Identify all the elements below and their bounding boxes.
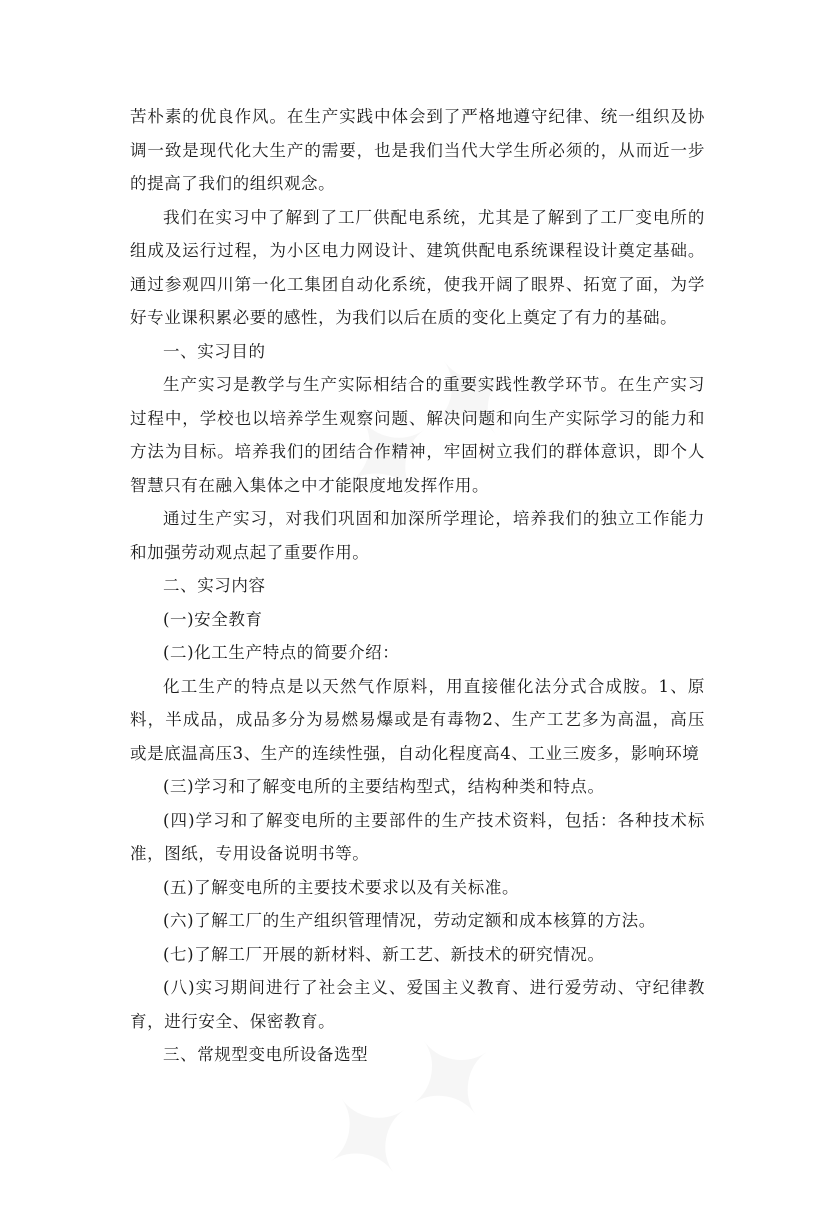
paragraph: (二)化工生产特点的简要介绍： bbox=[163, 643, 400, 662]
paragraph: (四)学习和了解变电所的主要部件的生产技术资料，包括：各种技术标准，图纸，专用设备说明书等。 bbox=[130, 810, 705, 863]
paragraph: 化工生产的特点是以天然气作原料，用直接催化法分式合成胺。1、原料，半成品，成品多分为易燃易爆或是有毒物2、生产工艺多为高温，高压或是底温高压3、生产的连续性强，自动化程度高4、工业三废多，影响环境 bbox=[130, 676, 705, 763]
paragraph: 苦朴素的优良作风。在生产实践中体会到了严格地遵守纪律、统一组织及协调一致是现代化大生产的需要，也是我们当代大学生所必须的，从而近一步的提高了我们的组织观念。 bbox=[130, 107, 705, 193]
paragraph: 二、实习内容 bbox=[163, 576, 266, 595]
paragraph: 我们在实习中了解到了工厂供配电系统，尤其是了解到了工厂变电所的组成及运行过程，为小区电力网设计、建筑供配电系统课程设计奠定基础。通过参观四川第一化工集团自动化系统，使我开阔了眼界、拓宽了面，为学好专业课积累必要的感性，为我们以后在质的变化上奠定了有力的基础。 bbox=[130, 207, 705, 327]
paragraph: (三)学习和了解变电所的主要结构型式，结构种类和特点。 bbox=[163, 777, 605, 796]
paragraph: (六)了解工厂的生产组织管理情况，劳动定额和成本核算的方法。 bbox=[163, 911, 656, 930]
paragraph: 生产实习是教学与生产实际相结合的重要实践性教学环节。在生产实习过程中，学校也以培养学生观察问题、解决问题和向生产实际学习的能力和方法为目标。培养我们的团结合作精神，牢固树立我们的群体意识，即个人智慧只有在融入集体之中才能限度地发挥作用。 bbox=[130, 375, 705, 495]
paragraph: 通过生产实习，对我们巩固和加深所学理论，培养我们的独立工作能力和加强劳动观点起了重要作用。 bbox=[130, 509, 705, 562]
paragraph: 一、实习目的 bbox=[163, 341, 266, 361]
paragraph: (八)实习期间进行了社会主义、爱国主义教育、进行爱劳动、守纪律教育，进行安全、保密教育。 bbox=[130, 978, 705, 1031]
paragraph: (一)安全教育 bbox=[163, 609, 263, 629]
paragraph: 三、常规型变电所设备选型 bbox=[163, 1045, 369, 1064]
document-body bbox=[130, 100, 705, 1072]
paragraph: (五)了解变电所的主要技术要求以及有关标准。 bbox=[163, 877, 520, 897]
paragraph: (七)了解工厂开展的新材料、新工艺、新技术的研究情况。 bbox=[163, 944, 605, 964]
